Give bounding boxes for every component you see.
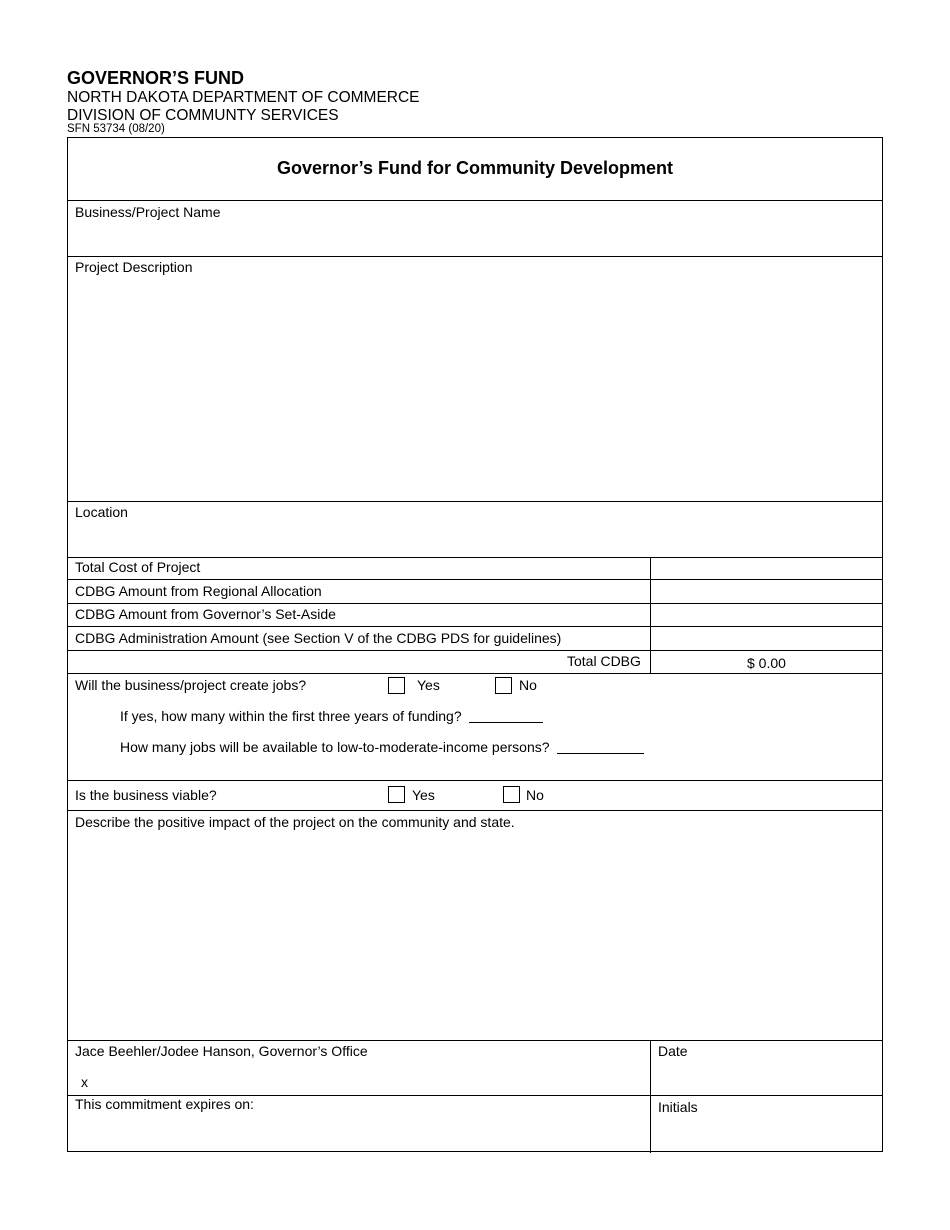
total-cdbg-value: $ 0.00 bbox=[747, 655, 786, 671]
project-description-field[interactable] bbox=[68, 257, 882, 501]
impact-label: Describe the positive impact of the project on the community and state. bbox=[75, 814, 515, 830]
date-label: Date bbox=[658, 1043, 688, 1059]
location-label: Location bbox=[75, 504, 128, 520]
application-form bbox=[67, 137, 883, 1152]
total-cdbg-label: Total CDBG bbox=[567, 653, 641, 669]
viable-no-label: No bbox=[526, 787, 544, 803]
form-number: SFN 53734 (08/20) bbox=[67, 123, 165, 135]
create-jobs-no-label: No bbox=[519, 677, 537, 693]
total-cost-label: Total Cost of Project bbox=[75, 559, 201, 575]
business-name-label: Business/Project Name bbox=[75, 204, 221, 220]
jobs-three-years-label: If yes, how many within the first three years of funding? bbox=[120, 708, 462, 724]
project-description-label: Project Description bbox=[75, 259, 193, 275]
jobs-lmi-label: How many jobs will be available to low-to-moderate-income persons? bbox=[120, 739, 550, 755]
viable-no-checkbox[interactable] bbox=[503, 786, 520, 803]
signature-mark: x bbox=[81, 1074, 88, 1090]
jobs-lmi-input[interactable] bbox=[557, 753, 644, 754]
create-jobs-no-checkbox[interactable] bbox=[495, 677, 512, 694]
agency-title: GOVERNOR’S FUND bbox=[67, 68, 245, 88]
impact-field[interactable] bbox=[68, 811, 882, 1040]
jobs-three-years-input[interactable] bbox=[469, 722, 543, 723]
create-jobs-yes-label: Yes bbox=[417, 677, 440, 693]
create-jobs-question: Will the business/project create jobs? bbox=[75, 677, 307, 693]
cdbg-setaside-label: CDBG Amount from Governor’s Set-Aside bbox=[75, 606, 336, 622]
department-name: NORTH DAKOTA DEPARTMENT OF COMMERCE bbox=[67, 89, 420, 106]
signatory-label: Jace Beehler/Jodee Hanson, Governor’s Office bbox=[75, 1043, 368, 1059]
viable-yes-checkbox[interactable] bbox=[388, 786, 405, 803]
initials-label: Initials bbox=[658, 1099, 698, 1115]
location-field[interactable] bbox=[68, 502, 882, 557]
division-name: DIVISION OF COMMUNTY SERVICES bbox=[67, 107, 339, 124]
cdbg-regional-label: CDBG Amount from Regional Allocation bbox=[75, 583, 322, 599]
cdbg-setaside-input[interactable] bbox=[651, 604, 882, 626]
cdbg-admin-input[interactable] bbox=[651, 627, 882, 650]
viable-question: Is the business viable? bbox=[75, 787, 217, 803]
viable-yes-label: Yes bbox=[412, 787, 435, 803]
cdbg-regional-input[interactable] bbox=[651, 580, 882, 603]
expires-label: This commitment expires on: bbox=[75, 1096, 254, 1112]
create-jobs-yes-checkbox[interactable] bbox=[388, 677, 405, 694]
divider bbox=[68, 650, 882, 651]
form-title: Governor’s Fund for Community Development bbox=[276, 158, 674, 178]
divider bbox=[68, 780, 882, 781]
cdbg-admin-label: CDBG Administration Amount (see Section V of the CDBG PDS for guidelines) bbox=[75, 630, 562, 646]
divider bbox=[68, 673, 882, 674]
total-cost-input[interactable] bbox=[651, 558, 882, 579]
